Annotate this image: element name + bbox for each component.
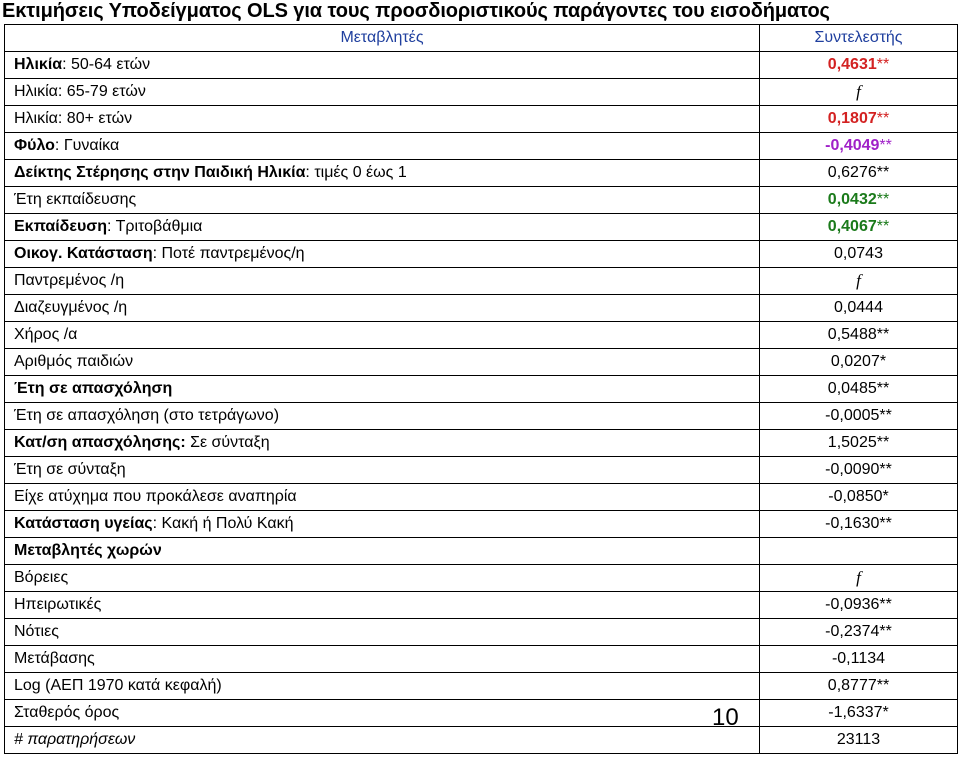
coefficient-value: -0,0936 [825, 596, 880, 613]
table-row [5, 457, 958, 484]
coefficient-value: -0,0005 [825, 407, 880, 424]
coefficient-cell [760, 52, 958, 79]
table-row [5, 241, 958, 268]
variable-cell [5, 538, 760, 565]
variable-label: : Τριτοβάθμια [107, 218, 203, 235]
variable-cell [5, 646, 760, 673]
significance-stars: * [879, 353, 887, 370]
coefficient-cell [760, 214, 958, 241]
table-row [5, 403, 958, 430]
variable-cell [5, 700, 760, 727]
coefficient-cell [760, 538, 958, 565]
coefficient-value: 0,0432 [827, 191, 877, 208]
variable-label: Είχε ατύχημα που προκάλεσε αναπηρία [14, 488, 297, 505]
variable-label: Έτη σε απασχόληση (στο τετράγωνο) [14, 407, 280, 424]
coefficient-cell [760, 727, 958, 754]
coefficient-cell [760, 511, 958, 538]
coefficient-value: -0,0090 [825, 461, 880, 478]
significance-stars: ** [876, 218, 890, 235]
variable-label: Βόρειες [14, 569, 69, 586]
variable-cell [5, 403, 760, 430]
coefficient-cell [760, 133, 958, 160]
variable-label: Ηπειρωτικές [14, 596, 102, 613]
variable-label: Ηλικία: 65-79 ετών [14, 83, 146, 100]
significance-stars: ** [879, 461, 892, 478]
table-row [5, 79, 958, 106]
coefficient-cell [760, 565, 958, 592]
table-row [5, 52, 958, 79]
coefficient-value: 23113 [836, 731, 881, 748]
table-row [5, 619, 958, 646]
table-row [5, 133, 958, 160]
coefficient-cell [760, 106, 958, 133]
variable-cell [5, 457, 760, 484]
significance-stars: ** [876, 110, 890, 127]
significance-stars: ** [876, 677, 890, 694]
variable-group-label: Μεταβλητές χωρών [14, 542, 162, 559]
table-row [5, 538, 958, 565]
table-row [5, 727, 958, 754]
coefficient-cell [760, 79, 958, 106]
variable-cell [5, 160, 760, 187]
table-row [5, 349, 958, 376]
variables-header: Μεταβλητές [5, 25, 760, 52]
coefficient-value: -0,1134 [831, 650, 886, 667]
significance-stars: ** [879, 515, 892, 532]
significance-stars: * [882, 704, 889, 721]
coefficient-value: 0,0743 [834, 245, 883, 262]
coefficient-value: 0,6276 [827, 164, 877, 181]
variable-cell [5, 484, 760, 511]
variable-label: Έτη εκπαίδευσης [14, 191, 137, 208]
table-row [5, 565, 958, 592]
coefficient-value: 1,5025 [827, 434, 877, 451]
page-number: 10 [712, 704, 739, 731]
regression-table [4, 24, 958, 754]
variable-cell [5, 673, 760, 700]
variable-group-label: Κατάσταση υγείας [14, 515, 153, 532]
variable-label: Παντρεμένος /η [14, 272, 125, 289]
table-row [5, 646, 958, 673]
variable-group-label: Ηλικία [14, 56, 63, 73]
variable-label: Αριθμός παιδιών [14, 353, 134, 370]
coefficient-cell [760, 457, 958, 484]
table-row [5, 430, 958, 457]
variable-label: Χήρος /α [14, 326, 78, 343]
coefficient-cell [760, 268, 958, 295]
variable-cell [5, 79, 760, 106]
significance-stars: ** [876, 380, 890, 397]
coefficient-cell [760, 673, 958, 700]
variable-cell [5, 52, 760, 79]
reference-category-marker: f [856, 82, 861, 101]
coefficient-value: 0,0444 [834, 299, 883, 316]
variable-label: Έτη σε σύνταξη [14, 461, 126, 478]
reference-category-marker: f [856, 271, 861, 290]
variable-label: Σε σύνταξη [185, 434, 270, 451]
coefficient-cell [760, 187, 958, 214]
variable-cell [5, 106, 760, 133]
table-header-row [5, 25, 958, 52]
table-row [5, 673, 958, 700]
variable-label: : 50-64 ετών [62, 56, 151, 73]
coefficient-value: 0,1807 [827, 110, 877, 127]
coefficient-cell [760, 376, 958, 403]
variable-label: Μετάβασης [14, 650, 95, 667]
variable-label: : Κακή ή Πολύ Κακή [152, 515, 294, 532]
table-row [5, 511, 958, 538]
coefficient-cell [760, 295, 958, 322]
variable-cell [5, 376, 760, 403]
variable-cell [5, 349, 760, 376]
variable-cell [5, 430, 760, 457]
variable-group-label: Εκπαίδευση [14, 218, 108, 235]
significance-stars: ** [876, 56, 890, 73]
coefficient-value: 0,0207 [830, 353, 880, 370]
significance-stars: ** [876, 434, 890, 451]
variable-cell [5, 187, 760, 214]
observations-label: # παρατηρήσεων [14, 731, 136, 748]
table-row [5, 376, 958, 403]
variable-label: : Γυναίκα [54, 137, 120, 154]
variable-group-label: Οικογ. Κατάσταση [14, 245, 153, 262]
table-row [5, 106, 958, 133]
coefficient-value: 0,0485 [827, 380, 877, 397]
coefficient-value: 0,8777 [827, 677, 877, 694]
significance-stars: ** [879, 137, 892, 154]
variable-cell [5, 322, 760, 349]
reference-category-marker: f [856, 568, 861, 587]
coefficients-header: Συντελεστής [760, 25, 958, 52]
variable-cell [5, 214, 760, 241]
variable-group-label: Κατ/ση απασχόλησης: [14, 434, 186, 451]
variable-label: Νότιες [14, 623, 59, 640]
coefficient-value: -0,2374 [825, 623, 880, 640]
significance-stars: ** [876, 326, 890, 343]
table-row [5, 214, 958, 241]
variable-cell [5, 268, 760, 295]
variable-cell [5, 241, 760, 268]
variable-cell [5, 511, 760, 538]
coefficient-value: 0,5488 [827, 326, 877, 343]
table-row [5, 592, 958, 619]
table-row [5, 700, 958, 727]
coefficient-value: -0,1630 [825, 515, 880, 532]
coefficient-cell [760, 484, 958, 511]
table-row [5, 322, 958, 349]
coefficient-cell [760, 160, 958, 187]
coefficient-value: -0,4049 [825, 137, 880, 154]
variable-label: : Ποτέ παντρεμένος/η [152, 245, 305, 262]
coefficient-cell [760, 349, 958, 376]
coefficient-value: -1,6337 [828, 704, 883, 721]
significance-stars: ** [876, 164, 890, 181]
coefficient-value: -0,0850 [828, 488, 883, 505]
coefficient-cell [760, 322, 958, 349]
variable-cell [5, 592, 760, 619]
coefficient-cell [760, 700, 958, 727]
variable-label: Σταθερός όρος [14, 704, 120, 721]
coefficient-cell [760, 619, 958, 646]
variable-cell [5, 565, 760, 592]
coefficient-value: 0,4067 [827, 218, 877, 235]
variable-cell [5, 619, 760, 646]
coefficient-cell [760, 430, 958, 457]
variable-cell [5, 727, 760, 754]
coefficient-cell [760, 241, 958, 268]
significance-stars: ** [879, 623, 892, 640]
coefficient-cell [760, 592, 958, 619]
significance-stars: ** [879, 596, 892, 613]
table-row [5, 187, 958, 214]
significance-stars: ** [879, 407, 892, 424]
table-row [5, 295, 958, 322]
variable-label: Log (ΑΕΠ 1970 κατά κεφαλή) [14, 677, 222, 694]
table-row [5, 268, 958, 295]
coefficient-cell [760, 403, 958, 430]
document-title: Εκτιμήσεις Υποδείγματος OLS για τους προσδιοριστικούς παράγοντες του εισοδήματος [2, 0, 830, 22]
coefficient-value: 0,4631 [827, 56, 877, 73]
variable-group-label: Δείκτης Στέρησης στην Παιδική Ηλικία [14, 164, 306, 181]
variable-cell [5, 295, 760, 322]
variable-cell [5, 133, 760, 160]
variable-label: Διαζευγμένος /η [14, 299, 128, 316]
variable-label: Ηλικία: 80+ ετών [14, 110, 133, 127]
variable-group-label: Φύλο [14, 137, 55, 154]
table-row [5, 160, 958, 187]
coefficient-cell [760, 646, 958, 673]
significance-stars: * [882, 488, 889, 505]
significance-stars: ** [876, 191, 890, 208]
variable-label: : τιμές 0 έως 1 [305, 164, 407, 181]
variable-group-label: Έτη σε απασχόληση [14, 380, 173, 397]
table-row [5, 484, 958, 511]
